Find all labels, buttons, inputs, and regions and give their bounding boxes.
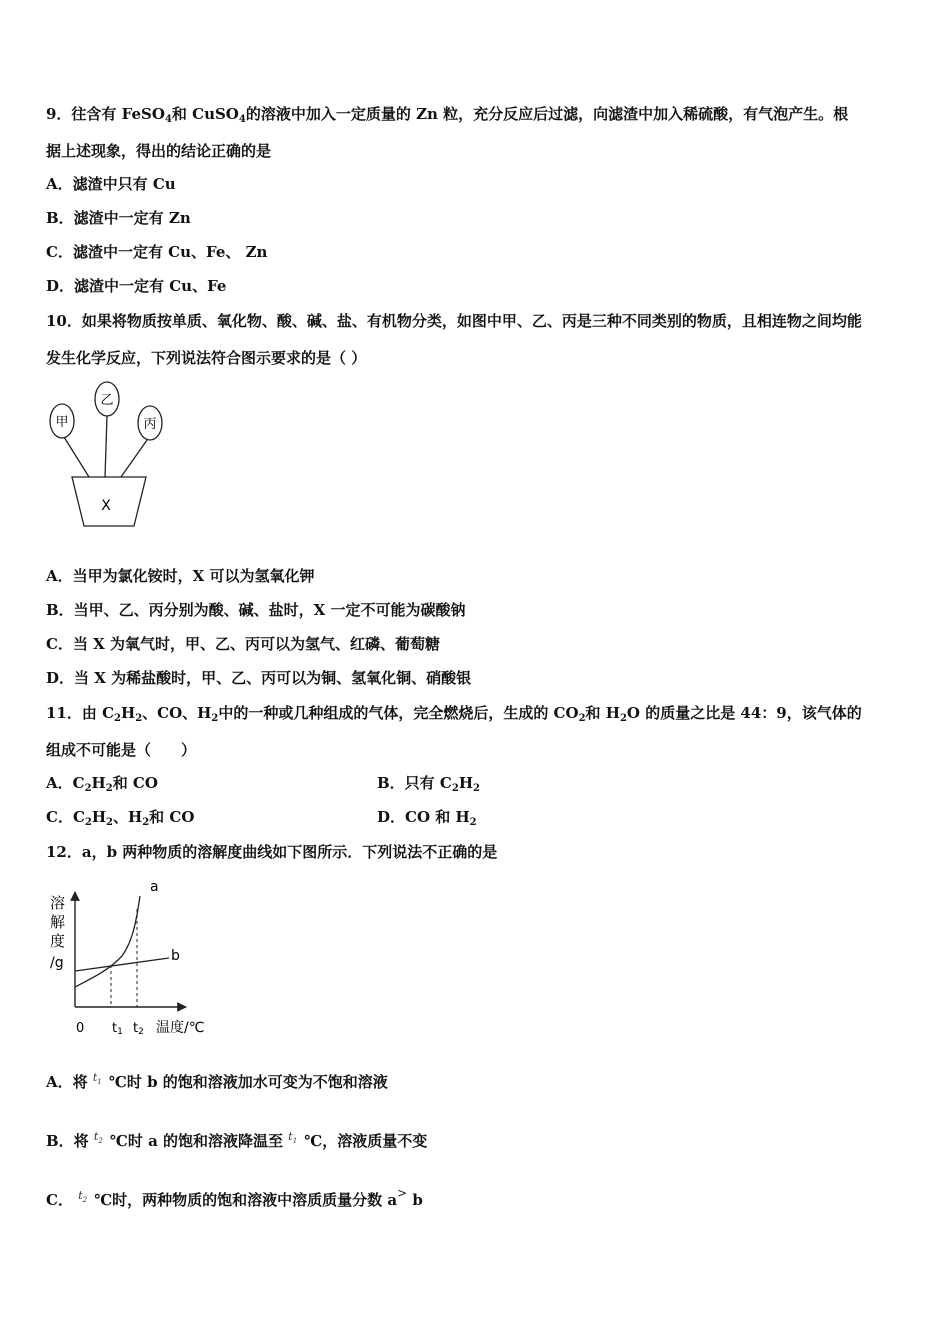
label-yi: 乙	[100, 393, 114, 408]
y-label-4: /g	[50, 955, 64, 971]
q11-option-c	[46, 806, 194, 827]
subscript: 2	[106, 817, 114, 828]
curve-b	[75, 958, 169, 971]
label-bing: 丙	[143, 417, 157, 432]
text-part: 和 CO	[149, 808, 195, 826]
curve-b-label: b	[171, 948, 180, 964]
q12-option-a	[46, 1071, 388, 1092]
origin-label: 0	[76, 1021, 85, 1036]
subscript: 2	[105, 783, 113, 794]
q11-option-d	[377, 806, 477, 827]
text-part: ℃，溶液质量不变	[304, 1132, 428, 1150]
q11-stem-part: O 的质量之比是 44：9，该气体的	[626, 704, 862, 722]
q12-option-b	[46, 1130, 427, 1151]
subscript: 4	[238, 114, 246, 125]
text-part: H	[91, 808, 107, 826]
q10-option-d: D．当 X 为稀盐酸时，甲、乙、丙可以为铜、氢氧化铜、硝酸银	[46, 669, 472, 687]
y-label-3: 度	[50, 932, 66, 950]
greater-than-symbol: >	[397, 1186, 408, 1200]
flowerpot-diagram	[44, 380, 174, 532]
q11-stem-part: 和 H	[585, 704, 620, 722]
text-part: ℃时 b 的饱和溶液加水可变为不饱和溶液	[108, 1073, 388, 1091]
text-part: D．CO 和 H	[377, 808, 470, 826]
q11-option-b	[377, 772, 480, 793]
q9-stem-part: 和 CuSO	[171, 105, 239, 123]
q11-option-a	[46, 772, 158, 793]
q10-stem-line1: 10．如果将物质按单质、氧化物、酸、碱、盐、有机物分类，如图中甲、乙、丙是三种不同类别的物质，且相连物之间均能	[46, 312, 862, 330]
text-part: H	[91, 774, 106, 792]
subscript: 2	[451, 783, 459, 794]
q9-option-a: A．滤渣中只有 Cu	[46, 175, 176, 193]
q11-stem-part: H	[121, 704, 136, 722]
y-label-1: 溶	[50, 894, 66, 912]
q9-option-d: D．滤渣中一定有 Cu、Fe	[46, 277, 227, 295]
curve-a-label: a	[150, 879, 159, 895]
q12-stem: 12．a，b 两种物质的溶解度曲线如下图所示．下列说法不正确的是	[46, 843, 498, 861]
text-part: 、H	[113, 808, 143, 826]
q11-stem-part: 、CO、H	[142, 704, 212, 722]
label-x: X	[101, 498, 111, 514]
q10-option-c: C．当 X 为氧气时，甲、乙、丙可以为氢气、红磷、葡萄糖	[46, 635, 441, 653]
q9-stem-line1	[46, 103, 848, 124]
text-part: C．C	[46, 808, 85, 826]
text-part: ℃时 a 的饱和溶液降温至	[109, 1132, 284, 1150]
subscript: 2	[84, 817, 92, 828]
subscript: 2	[142, 817, 150, 828]
q10-stem-line2: 发生化学反应，下列说法符合图示要求的是（ ）	[46, 349, 367, 367]
subscript: 2	[619, 713, 627, 724]
t1-label: t1	[112, 1021, 123, 1037]
t-symbol-letter: $t_2$	[78, 1189, 88, 1204]
y-label-2: 解	[50, 913, 66, 931]
t-symbol-letter: $t_2$	[93, 1130, 103, 1145]
label-jia: 甲	[55, 415, 69, 430]
text-part: ℃时，两种物质的饱和溶液中溶质质量分数 a	[94, 1191, 398, 1209]
subscript: 2	[114, 713, 122, 724]
text-part: C．	[46, 1191, 73, 1209]
q11-stem-line2: 组成不可能是（ ）	[46, 741, 197, 759]
q9-option-b: B．滤渣中一定有 Zn	[46, 209, 191, 227]
t-symbol-letter: $t_1$	[92, 1071, 102, 1086]
q9-stem-line2: 据上述现象，得出的结论正确的是	[46, 142, 272, 160]
text-part: B．只有 C	[377, 774, 452, 792]
q11-stem-part: 中的一种或几种组成的气体，完全燃烧后，生成的 CO	[218, 704, 579, 722]
subscript: 2	[578, 713, 586, 724]
subscript: 4	[164, 114, 172, 125]
text-part: b	[412, 1191, 423, 1209]
subscript: 2	[469, 817, 477, 828]
curve-a	[75, 896, 140, 987]
text-part: A．将	[46, 1073, 88, 1091]
text-part: B．将	[46, 1132, 89, 1150]
subscript: 2	[84, 783, 92, 794]
subscript: 2	[211, 713, 219, 724]
q10-option-b: B．当甲、乙、丙分别为酸、碱、盐时，X 一定不可能为碳酸钠	[46, 601, 466, 619]
q9-stem-part: 9．往含有 FeSO	[46, 105, 165, 123]
text-part: A．C	[46, 774, 85, 792]
x-axis-label: 温度/℃	[156, 1020, 205, 1036]
subscript: 2	[135, 713, 143, 724]
q9-option-c: C．滤渣中一定有 Cu、Fe、 Zn	[46, 243, 268, 261]
q11-stem-part: 11．由 C	[46, 704, 115, 722]
text-part: 和 CO	[112, 774, 158, 792]
q10-option-a: A．当甲为氯化铵时，X 可以为氢氧化钾	[46, 567, 315, 585]
text-part: H	[458, 774, 473, 792]
q11-stem-line1	[46, 702, 862, 723]
t2-label: t2	[133, 1021, 144, 1037]
t-symbol-letter: $t_1$	[288, 1130, 298, 1145]
solubility-curve-diagram	[44, 874, 219, 1040]
subscript: 2	[473, 783, 480, 794]
q9-stem-part: 的溶液中加入一定质量的 Zn 粒，充分反应后过滤，向滤渣中加入稀硫酸，有气泡产生。根	[245, 105, 849, 123]
q12-option-c	[46, 1186, 423, 1210]
